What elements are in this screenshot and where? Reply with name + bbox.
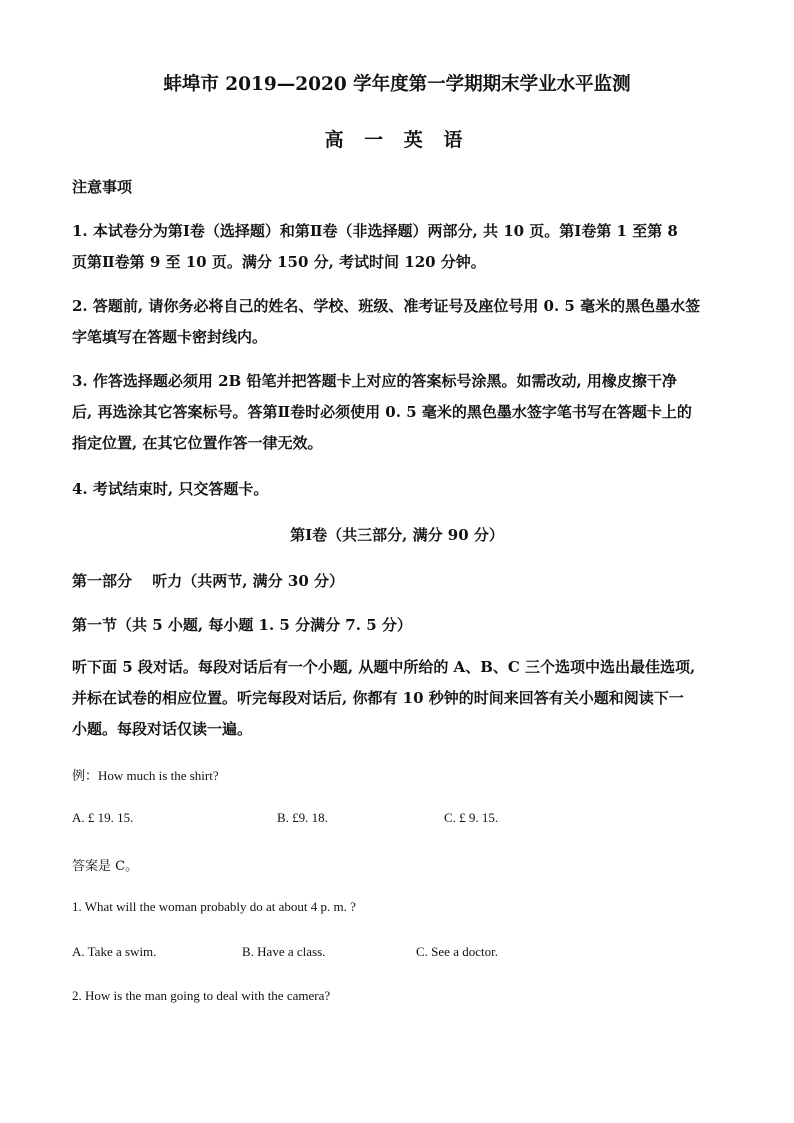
instructions-line-3: 小题。每段对话仅读一遍。	[72, 720, 253, 738]
question-1-option-c: C. See a doctor.	[416, 944, 498, 959]
example-answer: 答案是 C。	[72, 859, 139, 874]
notice-item-2	[72, 291, 726, 353]
notice-heading: 注意事项	[72, 178, 133, 196]
example-option-b: B. £9. 18.	[277, 810, 328, 825]
part-title: 第一部分 听力（共两节, 满分 30 分）	[72, 572, 344, 590]
notice-item-4-line-1: 4. 考试结束时, 只交答题卡。	[72, 480, 269, 498]
notice-item-3-line-1: 3. 作答选择题必须用 2B 铅笔并把答题卡上对应的答案标号涂黑。如需改动, 用橡皮擦干净	[72, 372, 677, 390]
example-option-c: C. £ 9. 15.	[444, 810, 499, 825]
notice-item-1-line-2: 页第Ⅱ卷第 9 至 10 页。满分 150 分, 考试时间 120 分钟。	[72, 253, 486, 271]
exam-subject: 高 一 英 语	[324, 129, 470, 151]
notice-item-1	[72, 216, 726, 278]
example-option-a: A. £ 19. 15.	[72, 810, 134, 825]
notice-item-3-line-2: 后, 再选涂其它答案标号。答第Ⅱ卷时必须使用 0. 5 毫米的黑色墨水签字笔书写在答题卡上的	[72, 403, 692, 421]
instructions-line-1: 听下面 5 段对话。每段对话后有一个小题, 从题中所给的 A、B、C 三个选项中选出最佳选项,	[72, 658, 696, 676]
question-1-option-b: B. Have a class.	[242, 944, 326, 959]
example-question-text: How much is the shirt?	[98, 768, 219, 783]
notice-item-3	[72, 366, 726, 459]
question-1-option-a: A. Take a swim.	[72, 944, 157, 959]
question-2: 2. How is the man going to deal with the camera?	[72, 988, 331, 1003]
notice-item-1-line-1: 1. 本试卷分为第Ⅰ卷（选择题）和第Ⅱ卷（非选择题）两部分, 共 10 页。第Ⅰ卷第 1 至第 8	[72, 222, 678, 240]
volume-title: 第Ⅰ卷（共三部分, 满分 90 分）	[290, 526, 504, 544]
instructions-line-2: 并标在试卷的相应位置。听完每段对话后, 你都有 10 秒钟的时间来回答有关小题和阅读下一	[72, 689, 684, 707]
example-prefix: 例：	[72, 769, 99, 784]
exam-title: 蚌埠市 2019—2020 学年度第一学期期末学业水平监测	[163, 74, 631, 95]
notice-item-2-line-1: 2. 答题前, 请你务必将自己的姓名、学校、班级、准考证号及座位号用 0. 5 毫米的黑色墨水签	[72, 297, 701, 315]
notice-item-3-line-3: 指定位置, 在其它位置作答一律无效。	[72, 434, 323, 452]
example-question	[72, 765, 219, 784]
notice-item-2-line-2: 字笔填写在答题卡密封线内。	[72, 328, 268, 346]
section-title: 第一节（共 5 小题, 每小题 1. 5 分满分 7. 5 分）	[72, 616, 412, 634]
notice-item-4	[72, 474, 726, 505]
listening-instructions	[72, 652, 726, 745]
question-1: 1. What will the woman probably do at about 4 p. m. ?	[72, 899, 356, 914]
